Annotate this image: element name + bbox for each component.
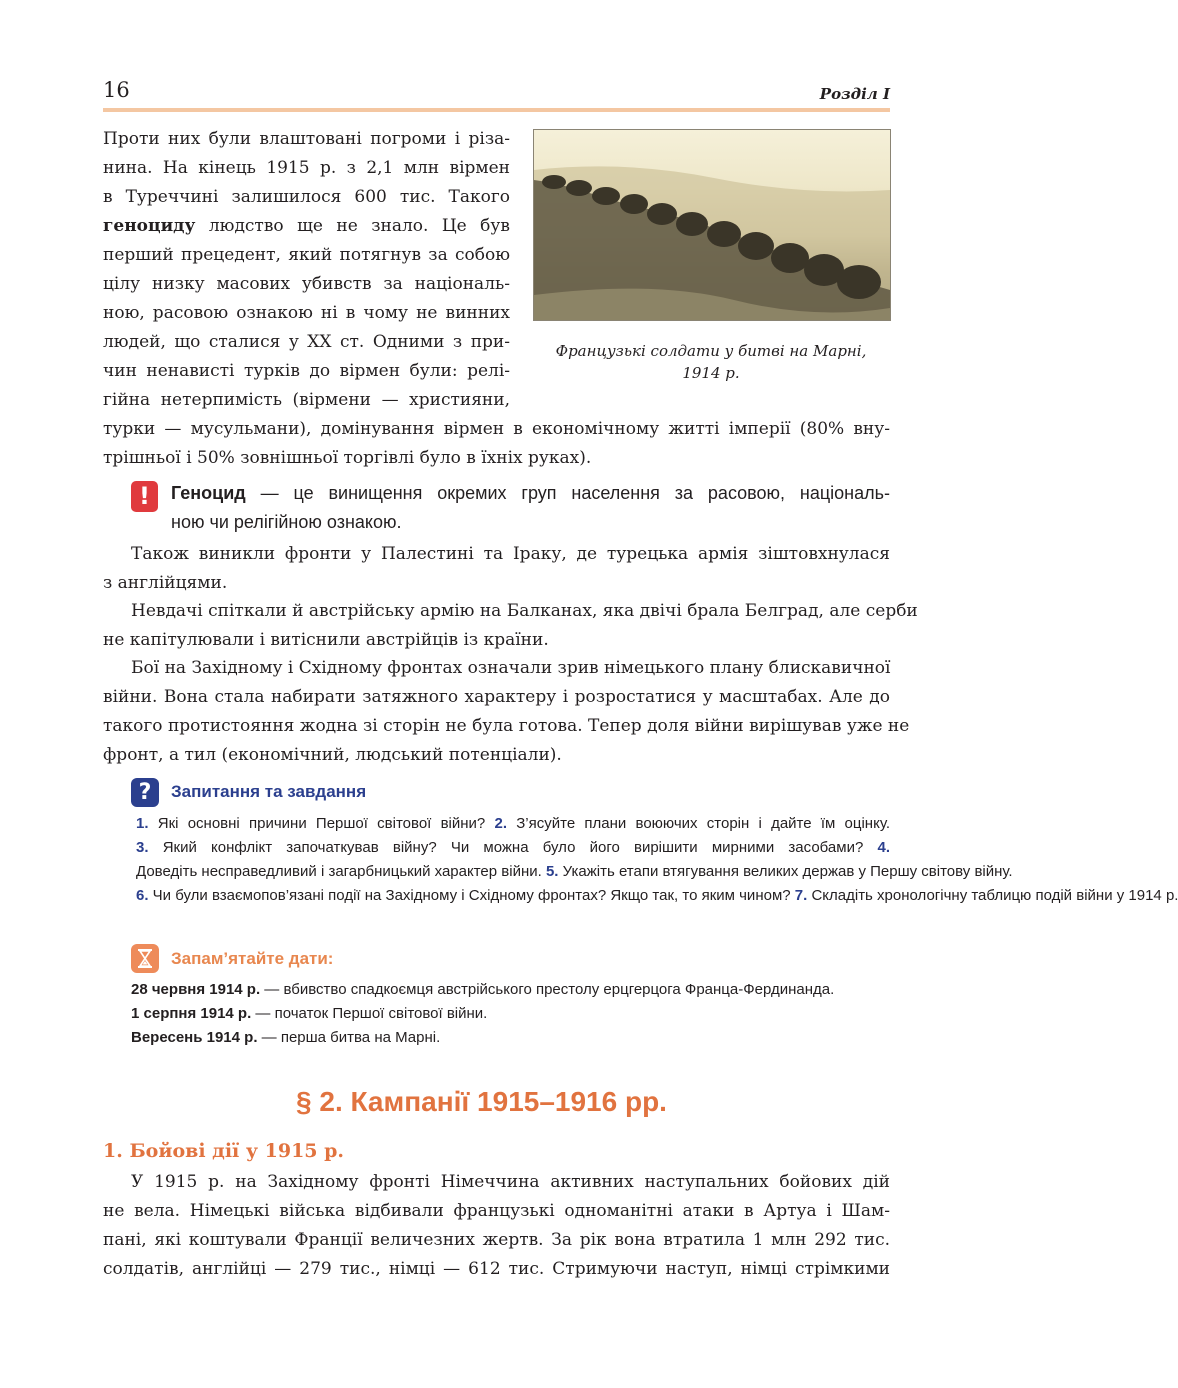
questions-title: Запитання та завдання xyxy=(171,782,367,801)
text-line-genocide xyxy=(103,212,510,241)
question-line xyxy=(136,836,890,860)
section-label: Розділ I xyxy=(819,85,890,103)
date-event: — вбивство спадкоємця австрійського престолу ерцгерцога Франца-Фердинанда. xyxy=(260,981,835,998)
question-number: 5. xyxy=(545,863,559,880)
text-line: Бої на Західному і Східному фронтах означали зрив німецького плану блискавичної xyxy=(131,658,891,678)
date-item xyxy=(131,1002,890,1026)
caption-line: 1914 р. xyxy=(682,364,740,382)
question-number: 4. xyxy=(877,839,890,856)
photo-french-soldiers xyxy=(533,129,891,321)
question-text: З’ясуйте плани воюючих сторін і дайте їм оцінку. xyxy=(507,815,890,832)
section-title: § 2. Кампанії 1915–1916 рр. xyxy=(296,1086,667,1117)
definition-box xyxy=(171,479,890,537)
text-line: Проти них були влаштовані погроми і різа- xyxy=(103,129,510,149)
caption-line: Французькі солдати у битві на Марні, xyxy=(555,342,867,360)
text-line: перший прецедент, який потягнув за собою xyxy=(103,245,510,265)
questions-list xyxy=(136,812,1178,908)
question-number: 7. xyxy=(794,887,808,904)
question-text: Які основні причини Першої світової війни? xyxy=(148,815,495,832)
text-line: нина. На кінець 1915 р. з 2,1 млн вірмен xyxy=(103,158,510,178)
header-rule xyxy=(103,108,890,112)
date-value: 1 серпня 1914 р. xyxy=(131,1005,252,1022)
text-line: не капітулювали і витіснили австрійців із країни. xyxy=(103,630,549,650)
text-line: гійна нетерпимість (вірмени — християни, xyxy=(103,390,510,410)
definition-term: Геноцид xyxy=(171,483,246,503)
paragraph-1915 xyxy=(103,1168,890,1284)
text-line: чин ненависті турків до вірмен були: релі- xyxy=(103,361,510,381)
date-item xyxy=(131,978,890,1002)
definition-text: — це винищення окремих груп населення за расовою, національ- xyxy=(245,483,890,503)
date-event: — початок Першої світової війни. xyxy=(251,1005,488,1022)
date-item xyxy=(131,1026,890,1050)
page-number: 16 xyxy=(103,78,130,102)
text-line: з англійцями. xyxy=(103,573,228,593)
text-fragment: людство ще не знало. Це був xyxy=(195,216,510,236)
text-line: турки — мусульмани), домінування вірмен в економічному житті імперії (80% вну- xyxy=(103,419,890,439)
intro-text xyxy=(103,125,510,415)
definition-line xyxy=(171,479,890,508)
question-line xyxy=(136,884,1178,908)
text-line: трішньої і 50% зовнішньої торгівлі було в їхніх руках). xyxy=(103,448,592,468)
date-value: Вересень 1914 р. xyxy=(131,1029,258,1046)
hourglass-icon xyxy=(131,944,159,973)
paragraph-palestine xyxy=(103,540,890,598)
text-line: не вела. Німецькі війська відбивали французькі одноманітні атаки в Артуа і Шам- xyxy=(103,1201,890,1221)
question-text: Який конфлікт започаткував війну? Чи можна було його вирішити мирними засобами? xyxy=(148,839,878,856)
question-text: Складіть хронологічну таблицю подій війни у 1914 р. xyxy=(807,887,1178,904)
text-line: Також виникли фронти у Палестині та Іраку, де турецька армія зіштовхнулася xyxy=(131,544,890,564)
question-text: Укажіть етапи втягування великих держав у Першу світову війну. xyxy=(558,863,1013,880)
question-number: 2. xyxy=(494,815,508,832)
question-line xyxy=(136,812,890,836)
question-line xyxy=(136,860,1013,884)
text-line: людей, що сталися у XX ст. Одними з при- xyxy=(103,332,510,352)
intro-text-continued xyxy=(103,415,890,473)
definition-line: ною чи релігійною ознакою. xyxy=(171,512,402,532)
exclamation-icon: ! xyxy=(131,481,158,512)
text-line: цілу низку масових убивств за національ- xyxy=(103,274,510,294)
text-line: солдатів, англійці — 279 тис., німці — 612 тис. Стримуючи наступ, німці стрімкими xyxy=(103,1259,890,1279)
genocide-term: геноциду xyxy=(103,216,196,236)
text-line: в Туреччині залишилося 600 тис. Такого xyxy=(103,187,510,207)
question-number: 1. xyxy=(136,815,149,832)
subsection-title: 1. Бойові дії у 1915 р. xyxy=(103,1140,345,1162)
text-line: У 1915 р. на Західному фронті Німеччина активних наступальних бойових дій xyxy=(131,1172,890,1192)
photo-caption xyxy=(533,340,889,384)
text-line: такого протистояння жодна зі сторін не була готова. Тепер доля війни вирішував уже не xyxy=(103,716,910,736)
paragraph-balkans xyxy=(103,597,918,655)
question-number: 3. xyxy=(136,839,149,856)
question-text: Доведіть несправедливий і загарбницький характер війни. xyxy=(136,863,546,880)
question-number: 6. xyxy=(136,887,149,904)
dates-list xyxy=(131,978,890,1050)
text-line: фронт, а тил (економічний, людський потенціали). xyxy=(103,745,562,765)
date-event: — перша битва на Марні. xyxy=(257,1029,441,1046)
date-value: 28 червня 1914 р. xyxy=(131,981,261,998)
text-line: пані, які коштували Франції величезних жертв. За рік вона втратила 1 млн 292 тис. xyxy=(103,1230,890,1250)
question-text: Чи були взаємопов’язані події на Західному і Східному фронтах? Якщо так, то яким чином? xyxy=(148,887,795,904)
paragraph-fronts xyxy=(103,654,910,770)
text-line: війни. Вона стала набирати затяжного характеру і розростатися у масштабах. Але до xyxy=(103,687,890,707)
text-line: ною, расовою ознакою ні в чому не винних xyxy=(103,303,510,323)
question-icon: ? xyxy=(131,778,159,807)
text-line: Невдачі спіткали й австрійську армію на Балканах, яка двічі брала Белград, але серби xyxy=(131,601,918,621)
dates-title: Запам’ятайте дати: xyxy=(171,949,334,968)
